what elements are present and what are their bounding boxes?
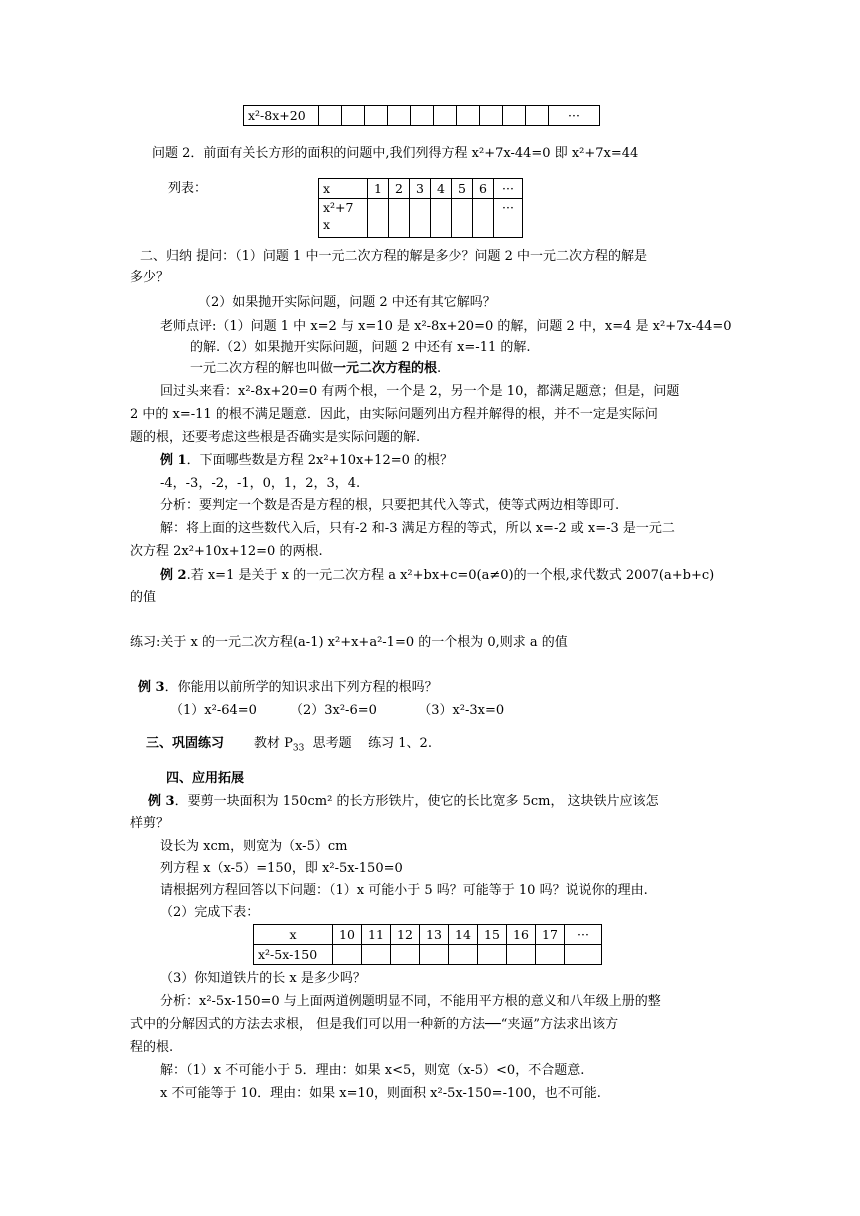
- table-header-cell: 17: [536, 925, 565, 945]
- example-1: [160, 452, 453, 469]
- question-1: 请根据列方程回答以下问题：（1）x 可能小于 5 吗？可能等于 10 吗？说说你的理由.: [160, 883, 648, 898]
- table-cell: [389, 199, 410, 238]
- set-length-text: 设长为 xcm，则宽为（x-5）cm: [160, 839, 348, 854]
- section-3: [146, 735, 432, 758]
- section-3-text: 教材 P: [254, 736, 293, 751]
- table-row: [319, 199, 523, 238]
- table-row: [254, 945, 602, 965]
- table-header-cell: 3: [410, 179, 431, 199]
- practice-text: 练习:关于 x 的一元二次方程(a-1) x²+x+a²-1=0 的一个根为 0,则求 a 的值: [130, 635, 568, 650]
- table-ellipsis-cell: ···: [494, 179, 523, 199]
- table-header-cell: 16: [507, 925, 536, 945]
- table-cell: [434, 106, 457, 126]
- table-cell: [478, 945, 507, 965]
- section-3-text-b: 思考题 练习 1、2.: [304, 736, 432, 751]
- table-cell: [342, 106, 365, 126]
- root-definition-suffix: .: [437, 361, 442, 376]
- table-header-cell: 14: [449, 925, 478, 945]
- example-3a-items: （1）x²-64=0 （2）3x²-6=0 （3）x²-3x=0: [170, 703, 505, 718]
- example-3b-label: 例 3: [148, 794, 175, 809]
- table-x2-5x-150: [253, 924, 602, 965]
- table-cell: [410, 199, 431, 238]
- table-expr-cell: x²-8x+20: [244, 106, 319, 126]
- table-header-cell: 5: [452, 179, 473, 199]
- example-3a-text: ．你能用以前所学的知识求出下列方程的根吗？: [164, 680, 438, 695]
- table-ellipsis-cell: ···: [549, 106, 600, 126]
- example-3b: [148, 793, 659, 810]
- root-definition: [190, 360, 441, 377]
- section-4-title: [166, 770, 244, 787]
- table-cell: [411, 106, 434, 126]
- table-header-cell: 10: [333, 925, 362, 945]
- table-cell: [473, 199, 494, 238]
- table-cell: [536, 945, 565, 965]
- example-1-numbers: -4，-3，-2，-1，0，1，2，3，4.: [160, 476, 361, 491]
- table-header-cell: 15: [478, 925, 507, 945]
- example-2: [160, 567, 714, 584]
- table-cell: [368, 199, 389, 238]
- question-3: （3）你知道铁片的长 x 是多少吗？: [160, 971, 366, 986]
- example-2-label: 例 2: [160, 568, 187, 583]
- table-header-cell: 1: [368, 179, 389, 199]
- equation-text: 列方程 x（x-5）=150，即 x²-5x-150=0: [160, 861, 403, 876]
- table-cell: [365, 106, 388, 126]
- table-expr-cell: x²-5x-150: [254, 945, 333, 965]
- section-2-line-1: 二、归纳 提问：（1）问题 1 中一元二次方程的解是多少？问题 2 中一元二次方程的解是: [140, 249, 647, 264]
- expr-line-2: x: [323, 217, 331, 232]
- example-1-text: ．下面哪些数是方程 2x²+10x+12=0 的根？: [186, 453, 454, 468]
- table-cell: [526, 106, 549, 126]
- table-header-cell: 4: [431, 179, 452, 199]
- table-header-cell: 11: [362, 925, 391, 945]
- table2-label: 列表：: [168, 181, 208, 196]
- problem-2-text: 问题 2．前面有关长方形的面积的问题中,我们列得方程 x²+7x-44=0 即 x²+7x=44: [152, 146, 639, 161]
- example-1-solution-line-2: 次方程 2x²+10x+12=0 的两根.: [130, 544, 323, 559]
- table-row: [244, 106, 600, 126]
- table-cell: [507, 945, 536, 965]
- table-ellipsis-cell: ···: [494, 199, 523, 238]
- example-3b-line-2: 样剪？: [130, 816, 170, 831]
- review-line-2: 2 中的 x=-11 的根不满足题意．因此，由实际问题列出方程并解得的根，并不一定是实际问: [130, 407, 658, 422]
- table-header-x: x: [254, 925, 333, 945]
- table-ellipsis-cell: ···: [565, 925, 602, 945]
- root-definition-prefix: 一元二次方程的解也叫做: [190, 361, 334, 376]
- table-row: [319, 179, 523, 199]
- analysis-line-1: 分析：x²-5x-150=0 与上面两道例题明显不同，不能用平方根的意义和八年级上册的整: [160, 994, 661, 1009]
- review-line-1: 回过头来看：x²-8x+20=0 有两个根，一个是 2，另一个是 10，都满足题意；但是，问题: [160, 384, 680, 399]
- table-cell: [388, 106, 411, 126]
- example-1-solution-line-1: 解：将上面的这些数代入后，只有-2 和-3 满足方程的等式，所以 x=-2 或 x=-3 是一元二: [160, 521, 675, 536]
- table-cell: [457, 106, 480, 126]
- table-cell: [503, 106, 526, 126]
- example-3a-label: 例 3: [138, 680, 165, 695]
- analysis-line-3: 程的根.: [130, 1040, 174, 1055]
- table-header-cell: 12: [391, 925, 420, 945]
- root-definition-term: 一元二次方程的根: [333, 361, 438, 376]
- table-expr-cell: [319, 199, 368, 238]
- example-3b-text: ．要剪一块面积为 150cm² 的长方形铁片，使它的长比宽多 5cm， 这块铁片应该怎: [174, 794, 659, 809]
- question-2: （2）完成下表：: [160, 905, 260, 920]
- solution-line-2: x 不可能等于 10．理由：如果 x=10，则面积 x²-5x-150=-100，也不可能.: [160, 1086, 601, 1101]
- section-4-title-text: 四、应用拓展: [166, 771, 245, 786]
- table-cell: [565, 945, 602, 965]
- teacher-comment-line-1: 老师点评:（1）问题 1 中 x=2 与 x=10 是 x²-8x+20=0 的解，问题 2 中，x=4 是 x²+7x-44=0: [160, 319, 732, 334]
- table-cell: [480, 106, 503, 126]
- example-2-text: .若 x=1 是关于 x 的一元二次方程 a x²+bx+c=0(a≠0)的一个根,求代数式 2007(a+b+c): [186, 568, 715, 583]
- table-x2+7x: [318, 178, 523, 238]
- table-x2-8x+20: [243, 105, 600, 126]
- section-3-title: 三、巩固练习: [146, 736, 225, 751]
- table-cell: [452, 199, 473, 238]
- table-header-x: x: [319, 179, 368, 199]
- table-row: [254, 925, 602, 945]
- table-cell: [319, 106, 342, 126]
- expr-line-1: x²+7: [323, 200, 354, 215]
- review-line-3: 题的根，还要考虑这些根是否确实是实际问题的解.: [130, 430, 421, 445]
- table-cell: [333, 945, 362, 965]
- table-header-cell: 13: [420, 925, 449, 945]
- analysis-line-2: 式中的分解因式的方法去求根， 但是我们可以用一种新的方法──“夹逼”方法求出该方: [130, 1017, 619, 1032]
- table-header-cell: 6: [473, 179, 494, 199]
- example-1-label: 例 1: [160, 453, 187, 468]
- example-1-analysis: 分析：要判定一个数是否是方程的根，只要把其代入等式，使等式两边相等即可.: [160, 498, 620, 513]
- table-cell: [449, 945, 478, 965]
- table-cell: [431, 199, 452, 238]
- example-2-line-2: 的值: [130, 590, 157, 605]
- teacher-comment-line-2: 的解.（2）如果抛开实际问题，问题 2 中还有 x=-11 的解.: [190, 340, 531, 355]
- table-cell: [420, 945, 449, 965]
- example-3a: [138, 679, 438, 696]
- section-3-page-sub: 33: [292, 743, 305, 754]
- solution-line-1: 解：（1）x 不可能小于 5．理由：如果 x<5，则宽（x-5）<0，不合题意.: [160, 1063, 585, 1078]
- section-2-question-2: （2）如果抛开实际问题，问题 2 中还有其它解吗？: [198, 295, 496, 310]
- table-header-cell: 2: [389, 179, 410, 199]
- table-cell: [362, 945, 391, 965]
- table-cell: [391, 945, 420, 965]
- section-2-line-2: 多少？: [130, 270, 170, 285]
